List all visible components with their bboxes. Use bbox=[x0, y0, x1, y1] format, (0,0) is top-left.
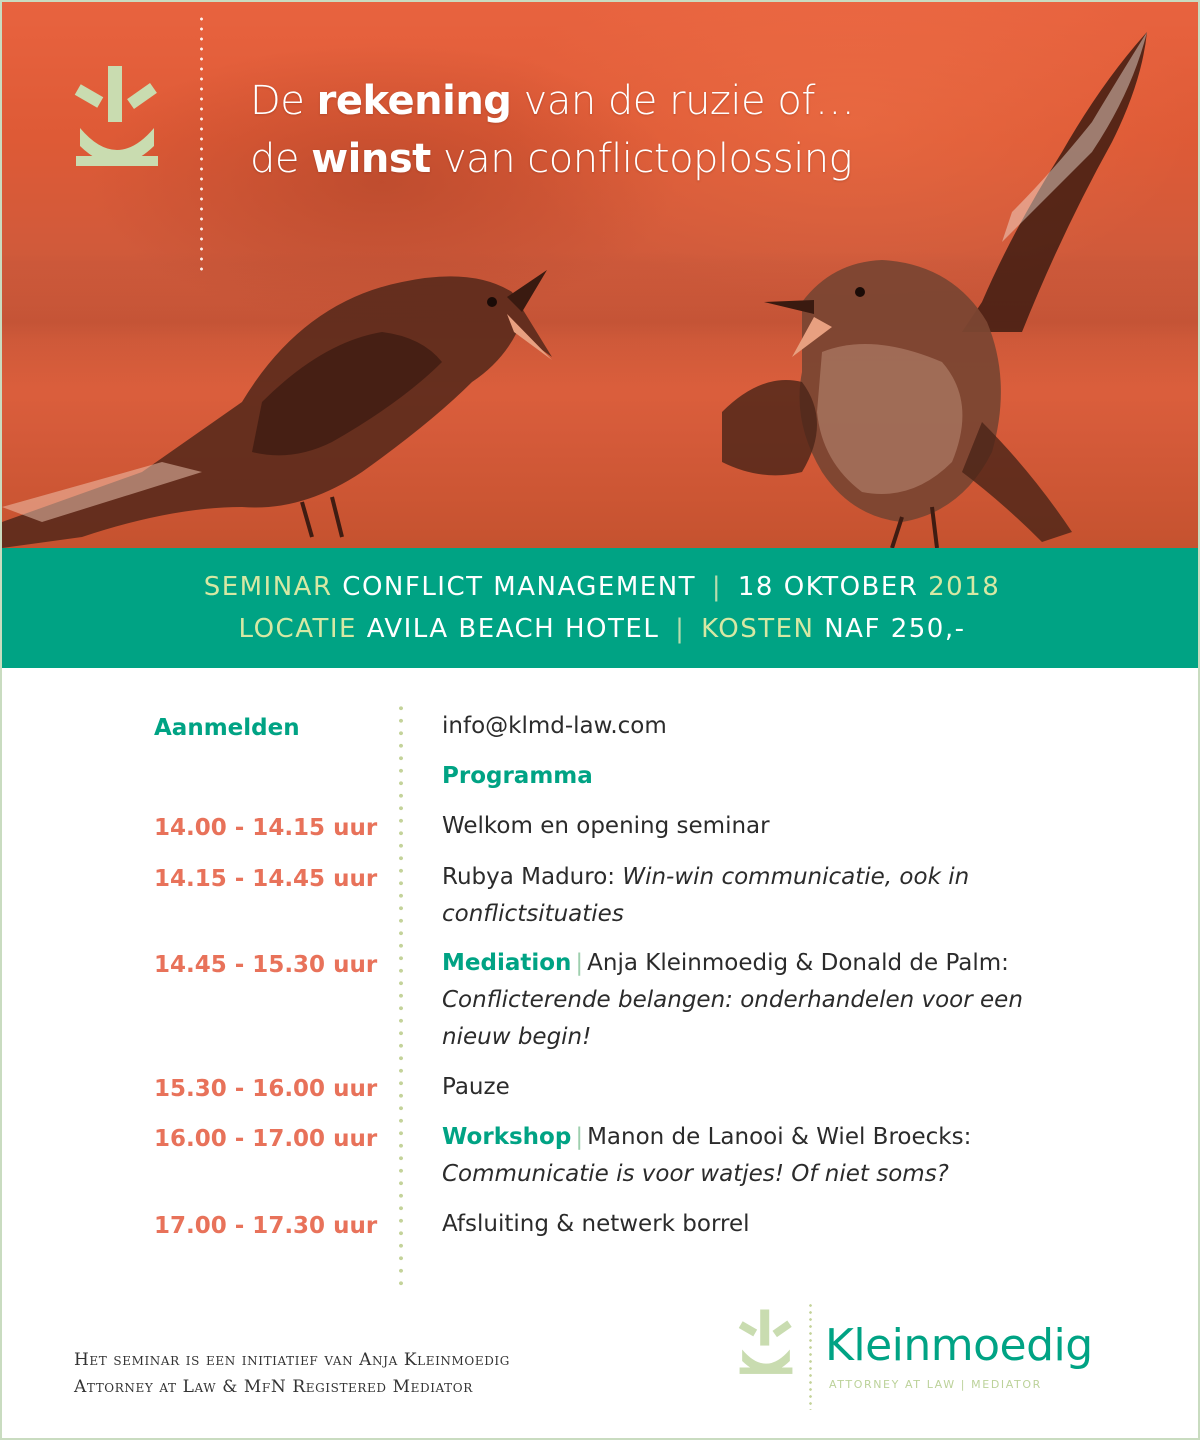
schedule-divider-dots bbox=[399, 702, 403, 1287]
schedule-time: 15.30 - 16.00 uur bbox=[154, 1076, 378, 1102]
schedule-time: 16.00 - 17.00 uur bbox=[154, 1126, 378, 1152]
program-heading: Programma bbox=[442, 763, 593, 789]
register-label: Aanmelden bbox=[154, 715, 300, 741]
schedule-speaker: Anja Kleinmoedig & Donald de Palm: bbox=[587, 950, 1009, 976]
schedule-time: 14.00 - 14.15 uur bbox=[154, 815, 378, 841]
banner-row-event: SEMINAR CONFLICT MANAGEMENT | 18 OKTOBER 2018 bbox=[203, 572, 1001, 602]
left-bird bbox=[2, 270, 552, 548]
schedule-text: Pauze bbox=[442, 1074, 510, 1100]
schedule-time: 17.00 - 17.30 uur bbox=[154, 1213, 378, 1239]
banner-row-location: LOCATIE AVILA BEACH HOTEL | KOSTEN NAF 250,- bbox=[238, 614, 966, 644]
schedule-title: Communicatie is voor watjes! Of niet soms? bbox=[442, 1161, 949, 1187]
schedule-tag: Workshop bbox=[442, 1124, 572, 1150]
schedule-title: Win-win communicatie, ook in conflictsituaties bbox=[442, 864, 970, 927]
brand-tagline: ATTORNEY AT LAW | MEDIATOR bbox=[829, 1378, 1042, 1391]
headline-line-2: de winst van conflictoplossing bbox=[250, 136, 853, 182]
kleinmoedig-logo-icon bbox=[737, 1306, 795, 1380]
header-divider-dots bbox=[200, 14, 203, 276]
event-banner bbox=[2, 548, 1200, 668]
brand-logo bbox=[737, 1302, 1157, 1412]
schedule-time: 14.45 - 15.30 uur bbox=[154, 952, 378, 978]
schedule-speaker: Rubya Maduro: bbox=[442, 864, 616, 890]
register-email-link[interactable]: info@klmd-law.com bbox=[442, 713, 667, 739]
seminar-flyer: De rekening van de ruzie of… de winst van conflictoplossing SEMINAR CONFLICT MANAGEMENT | 18 OKTOBER 2018 LOCATIE AVILA BEACH HOTEL | KOSTEN NAF 250,- Aanmelden info@klmd-law.com Programma 14.00 - 14.15 uur Welkom en opening seminar 14.15 - 14.45 uur Rubya Maduro: Win-win communicatie, ook in conflictsituaties 14.45 - 15.30 uur Mediation | Anja Kleinmoedig & Donald de Palm: Conflicterende belangen: onderhandelen voor een nieuw begin! 15.30 - 16.00 uur Pauze 16.00 - 17.00 uur Workshop | Manon de Lanooi & Wiel Broecks: Communicatie is voor watjes! Of niet soms? 17.00 - 17.30 uur Afsluiting & netwerk borrel Het seminar is een initiatief van Anja Kleinmoedig Attorney at Law & MfN Registered Mediator Kleinmoedig ATTORNEY AT LAW | MEDIATOR bbox=[0, 0, 1200, 1440]
schedule-tag: Mediation bbox=[442, 950, 572, 976]
headline-line-1: De rekening van de ruzie of… bbox=[250, 78, 855, 124]
brand-divider-dots bbox=[809, 1302, 812, 1410]
schedule-time: 14.15 - 14.45 uur bbox=[154, 866, 378, 892]
schedule-text: Afsluiting & netwerk borrel bbox=[442, 1211, 750, 1237]
schedule-title: Conflicterende belangen: onderhandelen voor een nieuw begin! bbox=[442, 987, 1023, 1050]
brand-name: Kleinmoedig bbox=[825, 1320, 1093, 1371]
headline bbox=[250, 72, 1010, 188]
schedule-speaker: Manon de Lanooi & Wiel Broecks: bbox=[587, 1124, 972, 1150]
schedule-text: Welkom en opening seminar bbox=[442, 813, 770, 839]
hero-image bbox=[2, 2, 1200, 548]
kleinmoedig-logo-icon bbox=[72, 62, 162, 174]
initiative-note: Het seminar is een initiatief van Anja Kleinmoedig Attorney at Law & MfN Registered Mediator bbox=[74, 1350, 510, 1397]
